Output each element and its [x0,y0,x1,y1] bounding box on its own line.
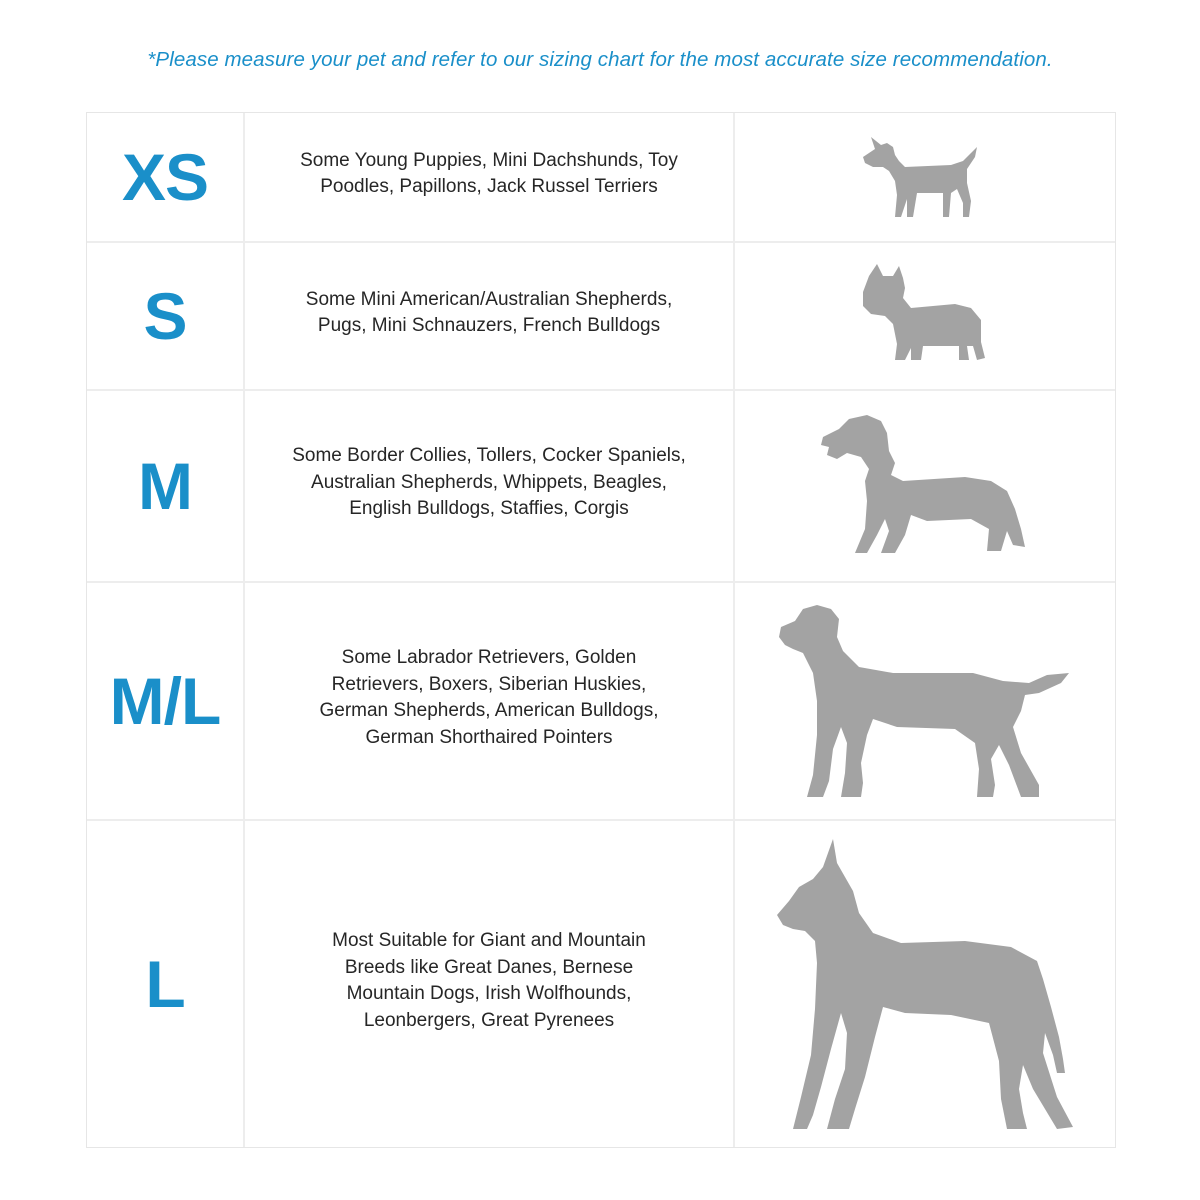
size-cell [87,821,245,1147]
size-row-xs [87,113,1115,243]
breed-description: Some Mini American/Australian Shepherds, Pugs, Mini Schnauzers, French Bulldogs [305,288,673,336]
size-row-ml [87,583,1115,821]
breed-description: Some Young Puppies, Mini Dachshunds, Toy Poodles, Papillons, Jack Russel Terriers [300,149,678,197]
sizing-note: *Please measure your pet and refer to our sizing chart for the most accurate size recommendation. [147,48,1053,71]
description-cell [245,243,735,389]
spaniel-icon [815,411,1035,561]
silhouette-cell [735,821,1115,1147]
great-dane-icon [775,837,1075,1131]
breed-description: Most Suitable for Giant and Mountain Breeds like Great Danes, Bernese Mountain Dogs, Irish Wolfhounds, Leonbergers, Great Pyrenees [332,930,646,1031]
size-label: L [145,947,185,1021]
silhouette-cell [735,113,1115,241]
breed-description: Some Border Collies, Tollers, Cocker Spaniels, Australian Shepherds, Whippets, Beagles, English Bulldogs, Staffies, Corgis [292,445,686,520]
french-bulldog-icon [855,262,995,370]
silhouette-cell [735,583,1115,819]
size-cell [87,113,245,241]
size-label: M [138,449,192,523]
breed-description: Some Labrador Retrievers, Golden Retrievers, Boxers, Siberian Huskies, German Shepherds, American Bulldogs, German Shorthaired Pointers [319,647,659,748]
size-label: M/L [109,664,221,738]
size-label: S [143,279,187,353]
size-row-s [87,243,1115,391]
silhouette-cell [735,391,1115,581]
size-cell [87,391,245,581]
size-cell [87,243,245,389]
size-row-l [87,821,1115,1147]
size-cell [87,583,245,819]
description-cell [245,583,735,819]
size-chart-table [86,112,1116,1148]
size-label: XS [121,140,209,214]
description-cell [245,391,735,581]
description-cell [245,113,735,241]
small-dog-icon [855,127,995,227]
description-cell [245,821,735,1147]
labrador-icon [777,603,1073,799]
silhouette-cell [735,243,1115,389]
size-row-m [87,391,1115,583]
